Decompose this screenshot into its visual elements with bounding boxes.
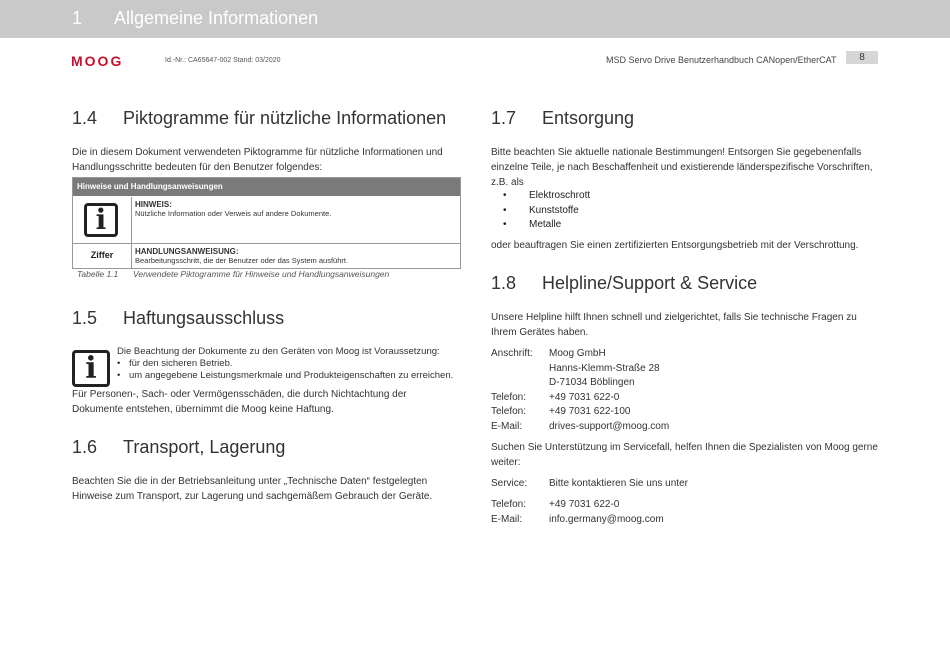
section-title: Helpline/Support & Service [542,273,758,293]
section-1-4-heading [72,108,452,132]
info-icon: i [72,350,110,387]
table-row [73,197,460,244]
liability-bullet-list [117,358,462,382]
chapter-header-bar [0,0,950,38]
instruction-label: HANDLUNGSANWEISUNG: [135,247,239,256]
section-number: 1.7 [491,108,517,128]
phone-row [491,390,871,405]
disposal-outro: oder beauftragen Sie einen zertifizierten Entsorgungsbetrieb mit der Verschrottung. [491,240,859,251]
service-label: Service: [491,478,528,489]
email-row [491,512,871,527]
phone-number[interactable]: +49 7031 622-0 [549,499,620,510]
disposal-bullet-list [503,189,703,233]
phone-row [491,497,871,512]
note-label: HINWEIS: [135,200,172,209]
manual-title: MSD Servo Drive Benutzerhandbuch CANopen/EtherCAT [606,55,837,65]
note-text: Nützliche Information oder Verweis auf andere Dokumente. [135,209,332,218]
address-line: D-71034 Böblingen [549,377,635,388]
section-1-5-heading [72,308,452,332]
phone-label: Telefon: [491,499,527,510]
email-label: E-Mail: [491,421,523,432]
table-cell-symbol [73,197,132,243]
list-item: • um angegebene Leistungsmerkmale und Produkteigenschaften zu erreichen. [117,370,462,382]
address-line: Hanns-Klemm-Straße 28 [549,363,660,374]
address-label: Anschrift: [491,348,533,359]
phone-label: Telefon: [491,406,527,417]
transport-body: Beachten Sie die in der Betriebsanleitung unter „Technische Daten“ festgelegten Hinweise zum Transport, zur Lagerung und sachgemäßem Gebrauch der Geräte. [72,476,433,502]
list-item: • Metalle [503,218,703,233]
table-cell-symbol [73,244,132,268]
table-caption [77,269,457,281]
address-line: Moog GmbH [549,348,606,359]
email-label: E-Mail: [491,514,523,525]
section-title: Entsorgung [542,108,635,128]
service-intro: Suchen Sie Unterstützung im Servicefall, helfen Ihnen die Spezialisten von Moog gerne weiter: [491,442,878,468]
section-number: 1.6 [72,437,98,457]
section-1-6-heading [72,437,452,461]
email-link[interactable]: info.germany@moog.com [549,514,664,525]
address-row [491,375,871,390]
section-1-8-heading [491,273,871,297]
caption-text: Verwendete Piktogramme für Hinweise und Handlungsanweisungen [133,269,390,279]
email-row [491,419,871,434]
service-text: Bitte kontaktieren Sie uns unter [549,478,688,489]
pictogram-table [72,177,461,269]
chapter-number: 1 [72,8,83,28]
section-title: Transport, Lagerung [123,437,286,457]
liability-note-intro: Die Beachtung der Dokumente zu den Geräten von Moog ist Voraussetzung: [117,346,440,357]
phone-number[interactable]: +49 7031 622-0 [549,392,620,403]
address-row [491,361,871,376]
section-1-7-heading [491,108,871,132]
section-number: 1.4 [72,108,98,128]
email-link[interactable]: drives-support@moog.com [549,421,670,432]
table-row [73,244,460,268]
ziffer-symbol: Ziffer [90,250,114,260]
table-header: Hinweise und Handlungsanweisungen [73,178,460,196]
disposal-intro: Bitte beachten Sie aktuelle nationale Bestimmungen! Entsorgen Sie gegebenenfalls einzelne Teile, je nach Beschaffenheit und existierende länderspezifische Vorschriften, z.B. als [491,147,873,188]
section-number: 1.5 [72,308,98,328]
list-item: • für den sicheren Betrieb. [117,358,462,370]
section-title: Haftungsausschluss [123,308,285,328]
moog-logo: MOOG [71,53,124,69]
liability-body: Für Personen-, Sach- oder Vermögensschäden, die durch Nichtachtung der Dokumente entstehen, übernimmt die Moog keine Haftung. [72,389,407,415]
helpline-intro: Unsere Helpline hilft Ihnen schnell und zielgerichtet, falls Sie technische Fragen zu Ihrem Gerätes haben. [491,312,857,338]
document-id: Id.-Nr.: CA65647-002 Stand: 03/2020 [165,57,281,64]
service-row [491,476,871,491]
caption-label: Tabelle 1.1 [77,269,119,279]
page-number: 8 [846,51,878,64]
chapter-title: Allgemeine Informationen [114,8,319,28]
phone-label: Telefon: [491,392,527,403]
section-1-4-intro: Die in diesem Dokument verwendeten Piktogramme für nützliche Informationen und Handlungsschritte bedeuten für den Benutzer folgendes: [72,147,443,173]
instruction-text: Bearbeitungsschritt, die der Benutzer oder das System ausführt. [135,256,349,265]
section-title: Piktogramme für nützliche Informationen [123,108,447,128]
info-icon: i [84,203,118,237]
table-cell-text [135,200,331,218]
address-row [491,346,871,361]
list-item: • Kunststoffe [503,204,703,219]
phone-number[interactable]: +49 7031 622-100 [549,406,631,417]
phone-row [491,404,871,419]
list-item: • Elektroschrott [503,189,703,204]
section-number: 1.8 [491,273,517,293]
table-cell-text [135,247,348,265]
